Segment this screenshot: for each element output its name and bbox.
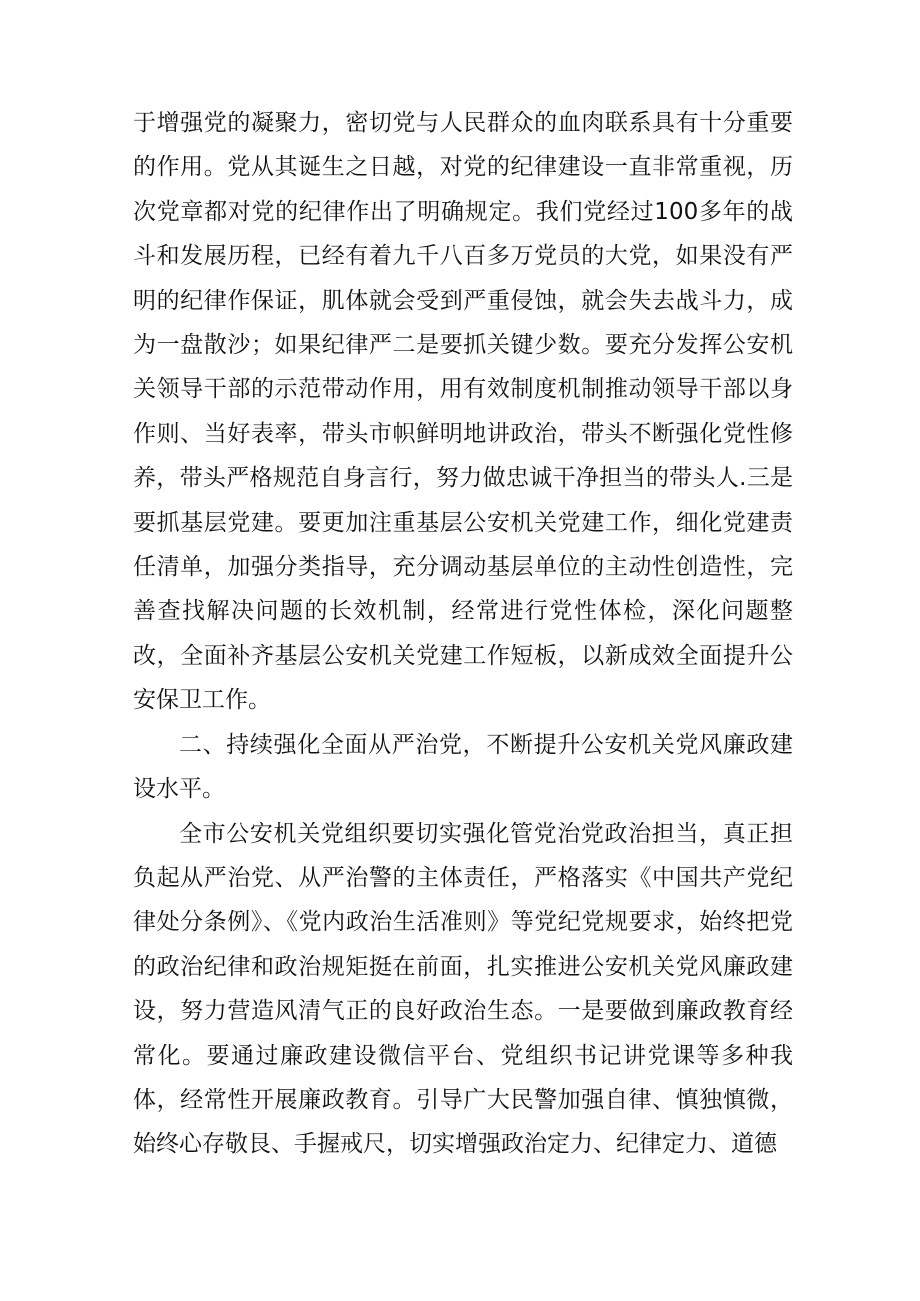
paragraph-body: 全市公安机关党组织要切实强化管党治党政治担当，真正担负起从严治党、从严治警的主体责任，严格落实《中国共产党纪律处分条例》、《党内政治生活准则》等党纪党规要求，始终把党的政治纪律和政治规矩挺在前面，扎实推进公安机关党风廉政建设，努力营造风清气正的良好政治生态。一是要做到廉政教育经常化。要通过廉政建设微信平台、党组织书记讲党课等多种我体，经常性开展廉政教育。引导广大民警加强自律、慎独慎微，始终心存敬艮、手握戒尺，切实增强政治定力、纪律定力、道德 bbox=[133, 820, 793, 1158]
document-body bbox=[133, 101, 793, 1167]
paragraph-continuation: 于增强党的凝聚力，密切党与人民群众的血肉联系具有十分重要的作用。党从其诞生之日越，对党的纪律建设一直非常重视，历次党章都对党的纪律作出了明确规定。我们党经过100多年的战斗和发展历程，已经有着九千八百多万党员的大党，如果没有严明的纪律作保证，肌体就会受到严重侵蚀，就会失去战斗力，成为一盘散沙；如果纪律严二是要抓关键少数。要充分发挥公安机关领导干部的示范带动作用，用有效制度机制推动领导干部以身作则、当好表率，带头市帜鲜明地讲政治，带头不断强化党性修养，带头严格规范自身言行，努力做忠诚干净担当的带头人.三是要抓基层党建。要更加注重基层公安机关党建工作，细化党建责任清单，加强分类指导，充分调动基层单位的主动性创造性，完善查找解决问题的长效机制，经常进行党性体检，深化问题整改，全面补齐基层公安机关党建工作短板，以新成效全面提升公安保卫工作。 bbox=[133, 110, 793, 714]
section-heading: 二、持续强化全面从严治党，不断提升公安机关党风廉政建设水平。 bbox=[133, 731, 793, 803]
